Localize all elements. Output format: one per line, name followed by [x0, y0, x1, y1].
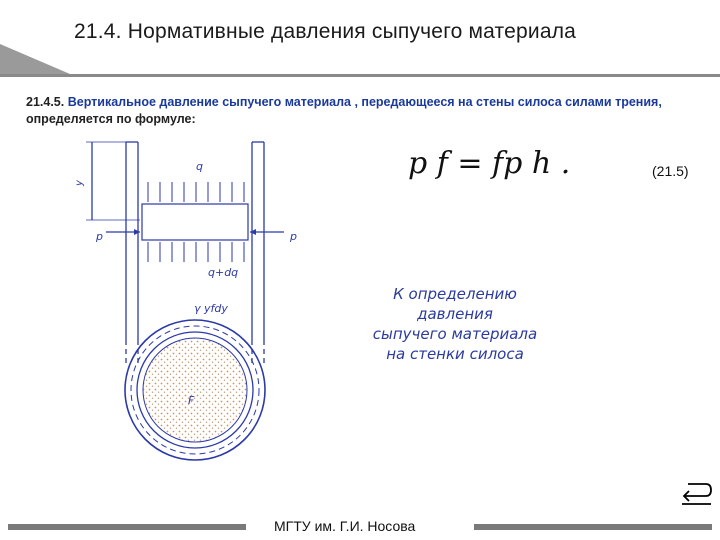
label-gamma: γ yfdy [194, 302, 228, 315]
corner-wedge [0, 44, 70, 74]
label-q: q [196, 160, 203, 173]
diagram-caption [360, 284, 550, 364]
caption-line-3: на стенки силоса [386, 345, 524, 363]
label-y: y [74, 180, 85, 186]
label-p-left: p [96, 230, 103, 243]
lead-paragraph [26, 94, 666, 128]
return-button[interactable] [678, 478, 714, 514]
return-arrow-icon [678, 478, 714, 514]
caption-line-2: сыпучего материала [372, 325, 538, 343]
footer-institution: МГТУ им. Г.И. Носова [274, 518, 416, 534]
equation-number: (21.5) [652, 163, 689, 179]
lead-highlight: Вертикальное давление сыпучего материала , передающееся на стены силоса силами трения, [67, 95, 662, 109]
label-q-dq: q+dq [208, 266, 239, 279]
silo-cross-section [125, 320, 265, 460]
lead-tail: определяется по формуле: [26, 112, 196, 126]
page-title: 21.4. Нормативные давления сыпучего материала [74, 20, 577, 43]
element-slice [142, 204, 248, 240]
label-F: F [188, 394, 195, 407]
footer-bar-left [8, 524, 246, 530]
formula: p f = fp h . [408, 146, 571, 181]
lead-number: 21.4.5. [26, 95, 65, 109]
footer-bar-right [474, 524, 712, 530]
label-p-right: p [290, 230, 297, 243]
caption-line-1: К определению давления [393, 285, 517, 323]
header-rule [0, 74, 720, 77]
q-arrows [148, 182, 244, 262]
